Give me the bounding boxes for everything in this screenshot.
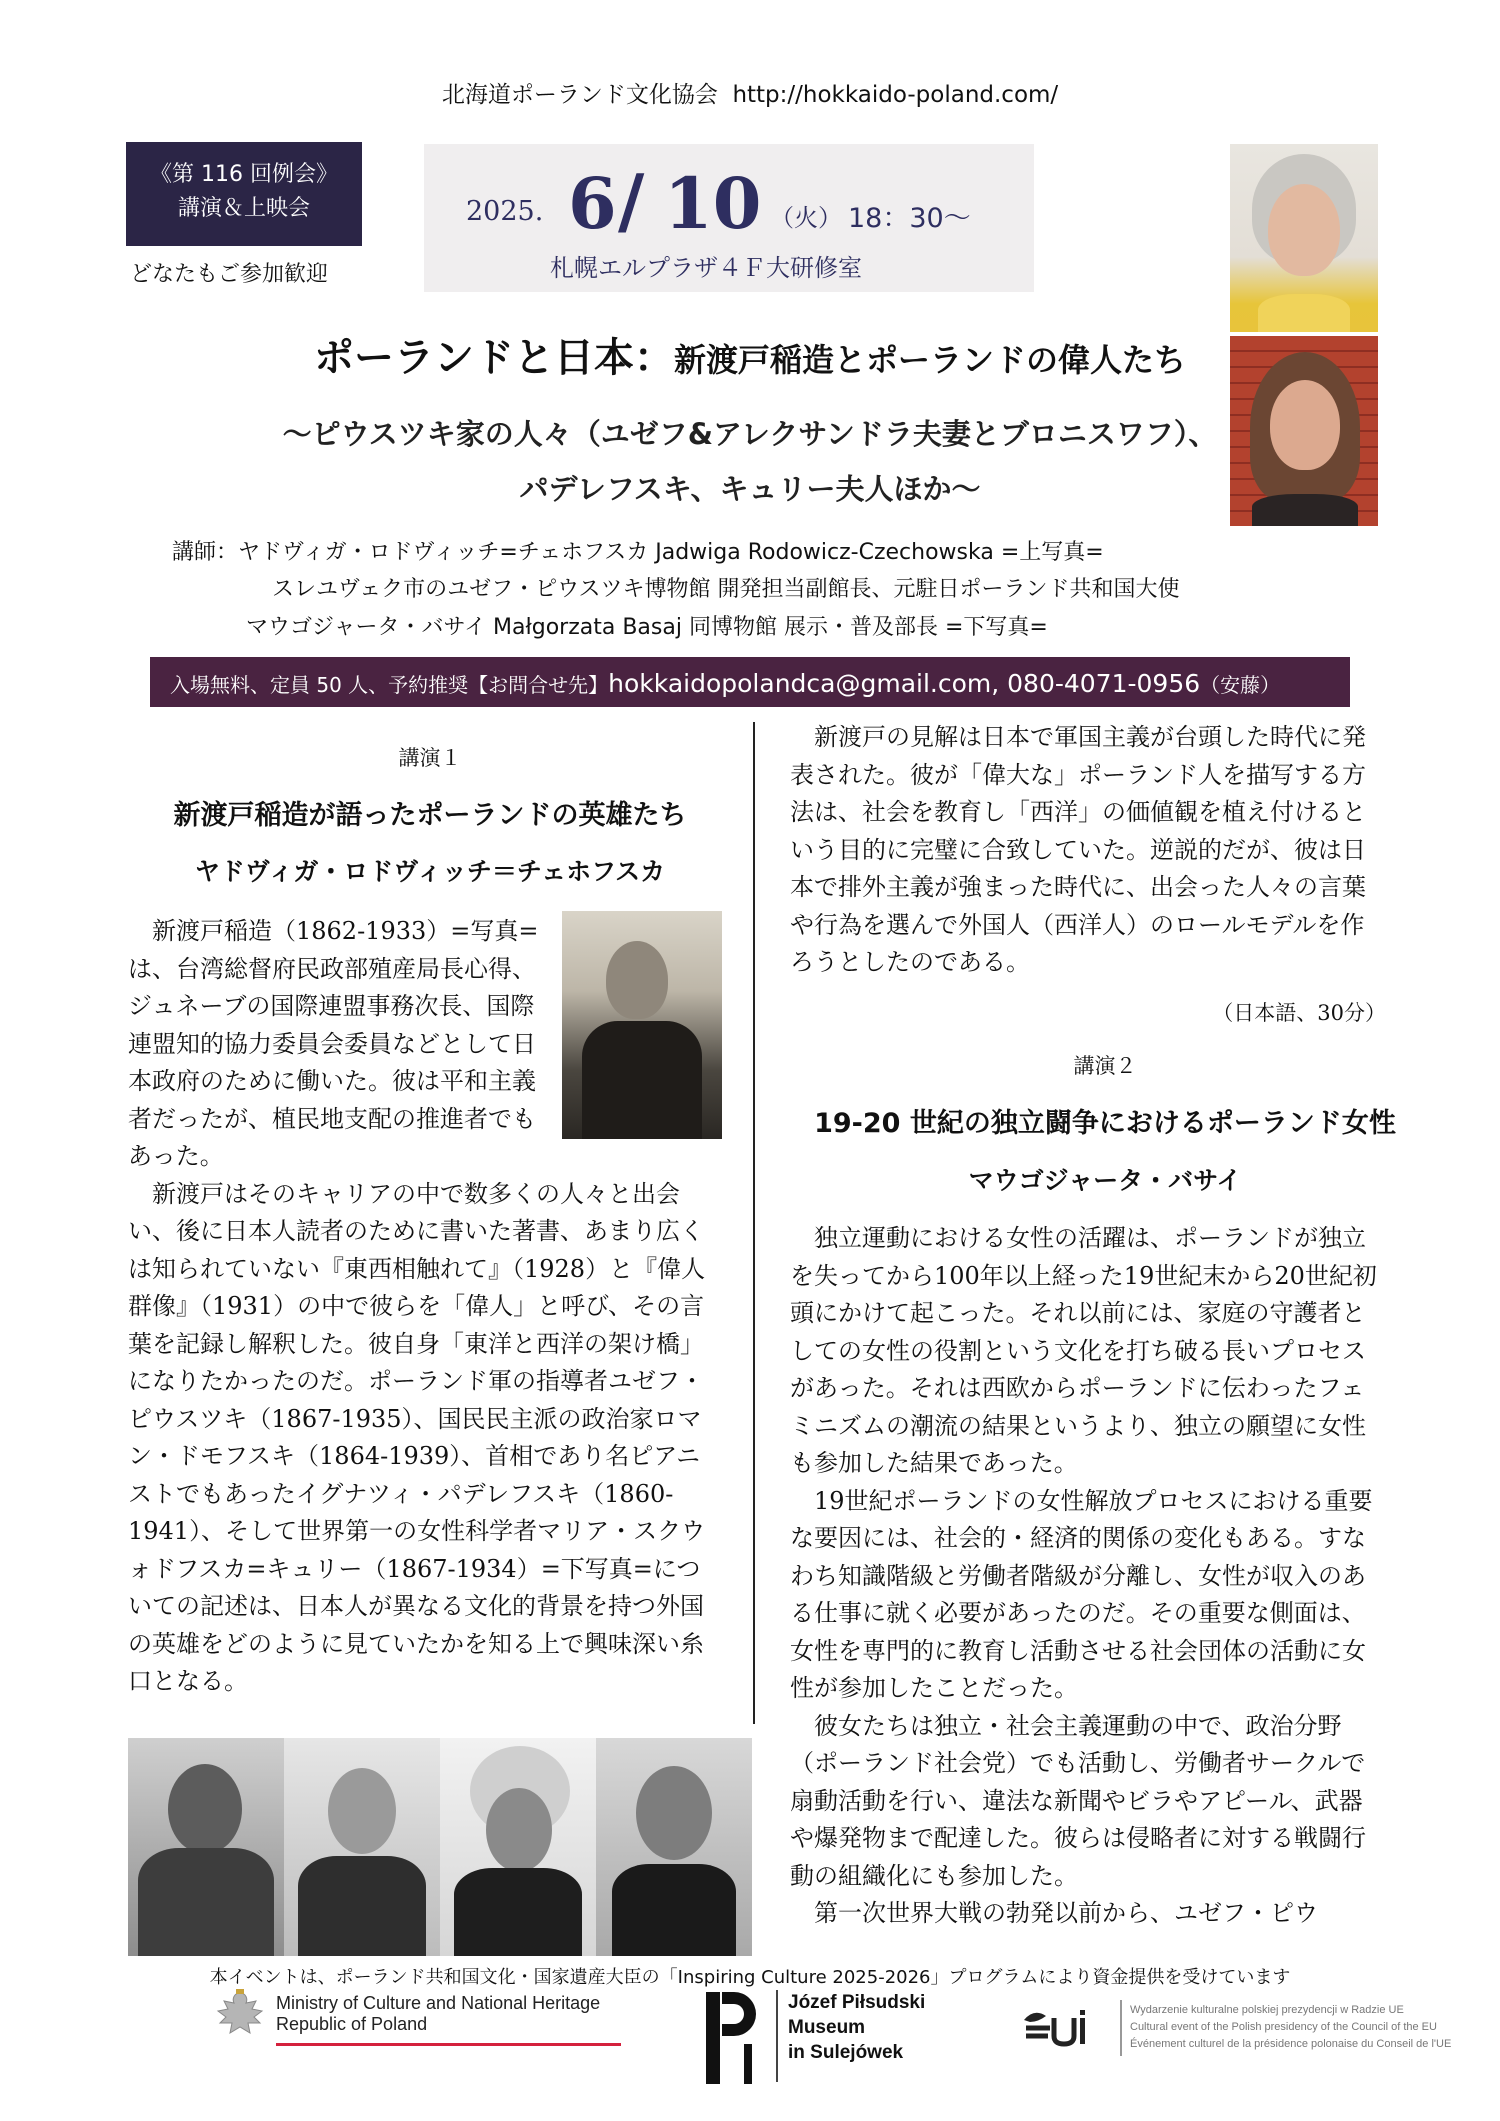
lecture-2-paragraph-2: 19世紀ポーランドの女性解放プロセスにおける重要な要因には、社会的・経済的関係の変化もある。すなわち知識階級と労働者階級が分離し、女性が収入のある仕事に就く必要があったのだ。その重要な側面は、女性を専門的に教育し活動させる社会団体の活動に女性が参加したことだった。 [790,1486,1373,1702]
header-organization-line [0,76,1500,109]
museum-name-line-1: Józef Piłsudski [788,1992,926,2013]
lecture-1-label: 講演１ [398,746,462,770]
column-divider [753,722,755,1724]
museum-p-mark-icon [700,1990,760,2086]
ministry-logo [210,1985,630,2055]
lecturer-line-1: 講師：ヤドヴィガ・ロドヴィッチ=チェホフスカ Jadwiga Rodowicz-Czechowska =上写真= [172,540,1104,565]
ministry-name: Ministry of Culture and National Heritage [276,1993,601,2013]
organization-url[interactable]: http://hokkaido-poland.com/ [732,82,1059,108]
polish-eagle-icon [210,1987,270,2051]
event-day: 10 [664,162,762,245]
organization-name: 北海道ポーランド文化協会 [441,82,718,108]
subtitle-line-2: パデレフスキ、キュリー夫人ほか～ [519,472,981,506]
event-time: 18：30～ [848,203,971,234]
eu-presidency-logo [1020,2000,1452,2060]
eu-presidency-mark-icon [1020,2006,1100,2050]
meeting-number: 《第 116 回例会》 [150,162,338,187]
lecture-2-paragraph-1: 独立運動における女性の活躍は、ポーランドが独立を失ってから100年以上経った19世紀末から20世紀初頭にかけて起こった。それ以前には、家庭の守護者としての女性の役割という文化を打ち破る長いプロセスがあった。それは西欧からポーランドに伝わったフェミニズムの潮流の結果というより、独立の願望に女性も参加した結果であった。 [790,1224,1377,1477]
portrait-dmowski [284,1738,440,1956]
museum-name-line-2: Museum [788,2017,866,2038]
contact-info[interactable]: hokkaidopolandca@gmail.com, 080-4071-0956 [608,669,1201,698]
main-title [0,326,1500,383]
portrait-paderewski [440,1738,596,1956]
presidency-line-en: Cultural event of the Polish presidency of the Council of the EU [1130,2021,1437,2033]
lecture-1-continued [790,719,1386,982]
lecture-2-body [790,1220,1386,1933]
lecture-1-paragraph-1: 新渡戸稲造（1862-1933）=写真=は、台湾総督府民政部殖産局長心得、ジュネーブの国際連盟事務次長、国際連盟知的協力委員会委員などとして日本政府のために働いた。彼は平和主義者だったが、植民地支配の推進者でもあった。 [128,917,539,1170]
pilsudski-museum-logo [700,1990,940,2090]
event-venue: 札幌エルプラザ４Ｆ大研修室 [550,254,862,282]
museum-name-line-3: in Sulejówek [788,2042,904,2063]
funding-note: 本イベントは、ポーランド共和国文化・国家遺産大臣の「Inspiring Culture 2025-2026」プログラムにより資金提供を受けています [209,1967,1291,1988]
lecture-1-title: 新渡戸稲造が語ったポーランドの英雄たち [173,800,687,831]
lecture-2-speaker: マウゴジャータ・バサイ [968,1166,1242,1195]
ministry-country: Republic of Poland [276,2014,428,2034]
presidency-line-pl: Wydarzenie kulturalne polskiej prezydencji w Radzie UE [1130,2004,1404,2016]
lecturer-line-3: マウゴジャータ・バサイ Małgorzata Basaj 同博物館 展示・普及部長 =下写真= [246,615,1048,640]
meeting-badge [126,142,362,246]
event-year: 2025. [466,196,544,227]
lecture-2-label: 講演２ [1073,1054,1137,1078]
lecture-2-paragraph-4: 第一次世界大戦の勃発以前から、ユゼフ・ピウ [814,1899,1318,1927]
historical-portraits [128,1738,752,1956]
portrait-pilsudski [128,1738,284,1956]
lecture-1-paragraph-3: 新渡戸の見解は日本で軍国主義が台頭した時代に発表された。彼が「偉大な」ポーランド人を描写する方法は、社会を教育し「西洋」の価値観を植え付けるという目的に完璧に合致していた。逆説的だが、彼は日本で排外主義が強まった時代に、出会った人々の言葉や行為を選んで外国人（西洋人）のロールモデルを作ろうとしたのである。 [790,723,1366,976]
contact-person: （安藤） [1200,673,1281,697]
main-title-primary: ポーランドと日本： [313,335,674,381]
event-weekday: （火） [770,204,842,232]
portrait-curie [596,1738,752,1956]
presidency-line-fr: Événement culturel de la présidence polonaise du Conseil de l'UE [1130,2038,1452,2050]
info-bar-text [170,669,1280,698]
lecture-1-speaker: ヤドヴィガ・ロドヴィッチ＝チェホフスカ [194,857,666,886]
speaker-1-photo [1230,144,1378,332]
meeting-type: 講演＆上映会 [177,196,310,221]
lecture-1-body [128,913,722,1701]
welcome-text: どなたもご参加歓迎 [130,262,329,287]
admission-info: 入場無料、定員 50 人、予約推奨【お問合せ先】 [170,673,609,697]
subtitle-line-1: ～ピウスツキ家の人々（ユゼフ&アレクサンドラ夫妻とブロニスワフ）、 [282,417,1218,451]
event-date-slash: / [618,158,645,243]
lecturer-line-2: スレユヴェク市のユゼフ・ピウスツキ博物館 開発担当副館長、元駐日ポーランド共和国大使 [272,577,1180,602]
event-month: 6 [568,162,617,245]
nitobe-photo [562,911,722,1139]
lecture-1-paragraph-2: 新渡戸はそのキャリアの中で数多くの人々と出会い、後に日本人読者のために書いた著書、あまり広くは知られていない『東西相触れて』（1928）と『偉人群像』（1931）の中で彼らを「偉人」と呼び、その言葉を記録し解釈した。彼自身「東洋と西洋の架け橋」になりたかったのだ。ポーランド軍の指導者ユゼフ・ピウスツキ（1867-1935）、国民民主派の政治家ロマン・ドモフスキ（1864-1939）、首相であり名ピアニストでもあったイグナツィ・パデレフスキ（1860-1941）、そして世界第一の女性科学者マリア・スクウォドフスカ=キュリー（1867-1934）=下写真=についての記述は、日本人が異なる文化的背景を持つ外国の英雄をどのように見ていたかを知る上で興味深い糸口となる。 [128,1179,706,1695]
lecture-1-duration: （日本語、30分） [1212,1001,1386,1025]
lecture-2-title: 19-20 世紀の独立闘争におけるポーランド女性 [814,1108,1396,1139]
main-title-secondary: 新渡戸稲造とポーランドの偉人たち [673,341,1186,379]
lecture-2-paragraph-3: 彼女たちは独立・社会主義運動の中で、政治分野（ポーランド社会党）でも活動し、労働者サークルで扇動活動を行い、違法な新聞やビラやアピール、武器や爆発物まで配達した。彼らは侵略者に対する戦闘行動の組織化にも参加した。 [790,1711,1366,1890]
